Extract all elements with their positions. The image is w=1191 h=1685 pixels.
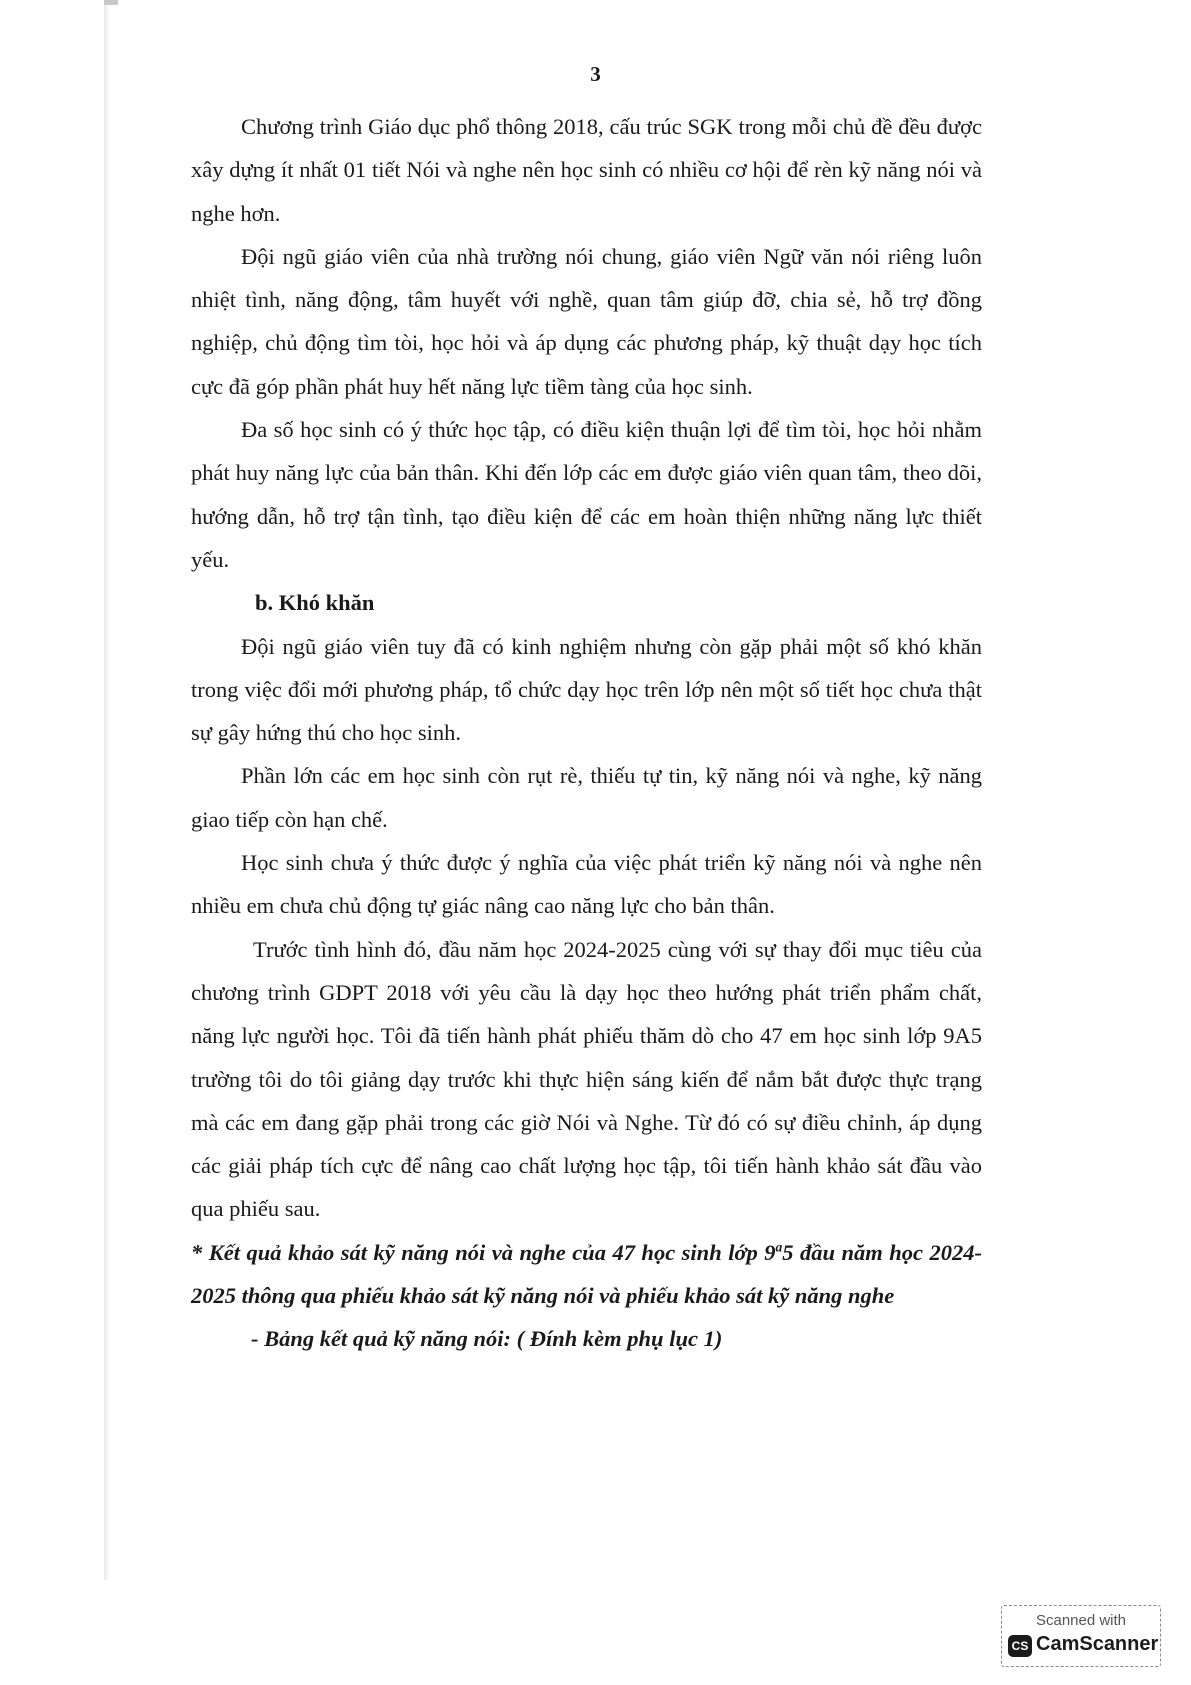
scan-left-edge [104, 0, 110, 1580]
paragraph-student-shyness: Phần lớn các em học sinh còn rụt rè, thiếu tự tin, kỹ năng nói và nghe, kỹ năng giao tiếp còn hạn chế. [191, 763, 982, 832]
scan-edge-mark [104, 0, 118, 5]
table-reference: - Bảng kết quả kỹ năng nói: ( Đính kèm phụ lục 1) [251, 1326, 723, 1352]
page-number: 3 [590, 62, 601, 86]
camscanner-watermark [1001, 1605, 1161, 1667]
paragraph-curriculum: Chương trình Giáo dục phổ thông 2018, cấu trúc SGK trong mỗi chủ đề đều được xây dựng ít nhất 01 tiết Nói và nghe nên học sinh có nhiều cơ hội để rèn kỹ năng nói và nghe hơn. [191, 114, 982, 226]
paragraph-survey-context: Trước tình hình đó, đầu năm học 2024-2025 cùng với sự thay đổi mục tiêu của chương trình GDPT 2018 với yêu cầu là dạy học theo hướng phát triển phẩm chất, năng lực người học. Tôi đã tiến hành phát phiếu thăm dò cho 47 em học sinh lớp 9A5 trường tôi do tôi giảng dạy trước khi thực hiện sáng kiến để nắm bắt được thực trạng mà các em đang gặp phải trong các giờ Nói và Nghe. Từ đó có sự điều chỉnh, áp dụng các giải pháp tích cực để nâng cao chất lượng học tập, tôi tiến hành khảo sát đầu vào qua phiếu sau. [191, 936, 982, 1222]
paragraph-student-awareness: Học sinh chưa ý thức được ý nghĩa của việc phát triển kỹ năng nói và nghe nên nhiều em chưa chủ động tự giác nâng cao năng lực cho bản thân. [191, 850, 982, 919]
survey-heading-superscript: a [775, 1239, 783, 1255]
paragraph-students: Đa số học sinh có ý thức học tập, có điều kiện thuận lợi để tìm tòi, học hỏi nhằm phát huy năng lực của bản thân. Khi đến lớp các em được giáo viên quan tâm, theo dõi, hướng dẫn, hỗ trợ tận tình, tạo điều kiện để các em hoàn thiện những năng lực thiết yếu. [191, 417, 982, 572]
watermark-brand: CamScanner [1036, 1633, 1159, 1655]
survey-heading-part-2: 5 đầu năm học 2024-2025 thông qua phiếu khảo sát kỹ năng nói và phiếu khảo sát kỹ năng nghe [191, 1239, 982, 1309]
paragraph-teacher-difficulties: Đội ngũ giáo viên tuy đã có kinh nghiệm nhưng còn gặp phải một số khó khăn trong việc đổi mới phương pháp, tổ chức dạy học trên lớp nên một số tiết học chưa thật sự gây hứng thú cho học sinh. [191, 633, 982, 746]
watermark-top-text: Scanned with [1035, 1612, 1127, 1629]
section-heading-difficulties: b. Khó khăn [255, 590, 375, 616]
camscanner-logo-icon: CS [1008, 1635, 1032, 1657]
paragraph-teachers: Đội ngũ giáo viên của nhà trường nói chung, giáo viên Ngữ văn nói riêng luôn nhiệt tình, năng động, tâm huyết với nghề, quan tâm giúp đỡ, chia sẻ, hỗ trợ đồng nghiệp, chủ động tìm tòi, học hỏi và áp dụng các phương pháp, kỹ thuật dạy học tích cực đã góp phần phát huy hết năng lực tiềm tàng của học sinh. [191, 243, 982, 399]
survey-heading-part-1: * Kết quả khảo sát kỹ năng nói và nghe của 47 học sinh lớp 9 [191, 1239, 776, 1265]
survey-result-heading [191, 1231, 982, 1318]
document-body [191, 105, 982, 1361]
